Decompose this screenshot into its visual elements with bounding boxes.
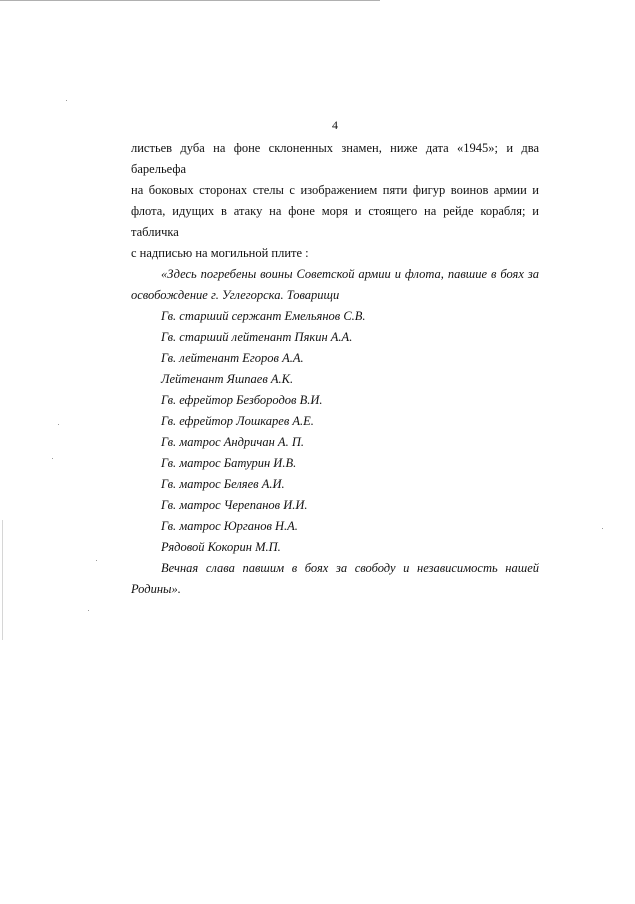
intro-line: с надписью на могильной плите : (131, 246, 309, 260)
name-entry: Рядовой Кокорин М.П. (161, 540, 281, 554)
name-entry: Гв. лейтенант Егоров А.А. (161, 351, 304, 365)
page-body (131, 138, 539, 600)
closing-paragraph (131, 558, 539, 600)
fallen-names-list (131, 306, 539, 558)
name-entry: Гв. старший лейтенант Пякин А.А. (161, 330, 353, 344)
name-entry: Гв. ефрейтор Безбородов В.И. (161, 393, 323, 407)
scan-left-edge (2, 520, 3, 640)
intro-line: листьев дуба на фоне склоненных знамен, ниже дата «1945»; и два барельефа (131, 141, 539, 176)
intro-paragraph (131, 138, 539, 264)
name-entry: Лейтенант Яшпаев А.К. (161, 372, 294, 386)
inscription-line: освобождение г. Углегорска. Товарищи (131, 288, 340, 302)
name-entry: Гв. матрос Черепанов И.И. (161, 498, 308, 512)
scan-top-rule (0, 0, 380, 1)
closing-line: Родины». (131, 582, 181, 596)
name-entry: Гв. матрос Батурин И.В. (161, 456, 297, 470)
inscription-heading (131, 264, 539, 306)
name-entry: Гв. матрос Юрганов Н.А. (161, 519, 298, 533)
intro-line: на боковых сторонах стелы с изображением пяти фигур воинов армии и (131, 183, 539, 197)
intro-line: флота, идущих в атаку на фоне моря и стоящего на рейде корабля; и табличка (131, 204, 539, 239)
name-entry: Гв. матрос Андричан А. П. (161, 435, 304, 449)
closing-line: Вечная слава павшим в боях за свободу и независимость нашей (161, 561, 539, 575)
name-entry: Гв. старший сержант Емельянов С.В. (161, 309, 366, 323)
name-entry: Гв. ефрейтор Лошкарев А.Е. (161, 414, 314, 428)
inscription-line: «Здесь погребены воины Советской армии и флота, павшие в боях за (161, 267, 539, 281)
name-entry: Гв. матрос Беляев А.И. (161, 477, 285, 491)
page-number: 4 (332, 118, 338, 132)
